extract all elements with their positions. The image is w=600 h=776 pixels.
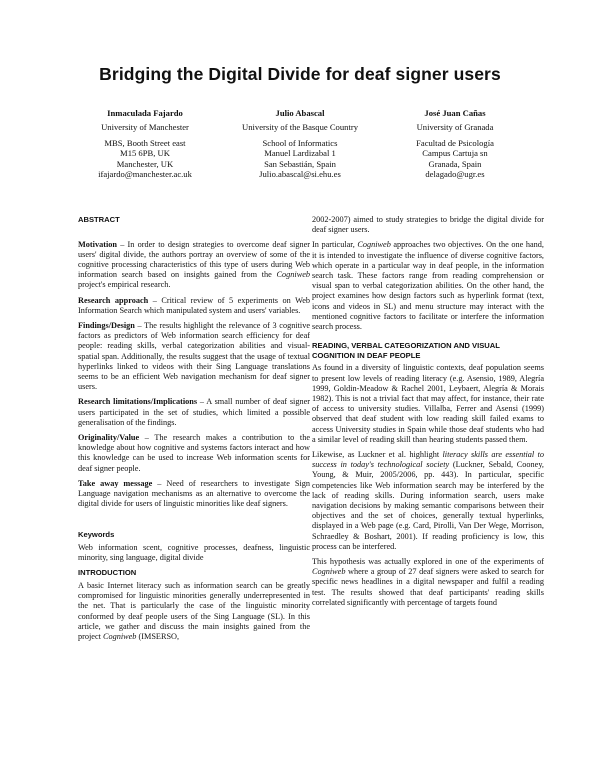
- author-2: [215, 108, 385, 179]
- keywords-text: Web information scent, cognitive processes, deafness, linguistic minority, sing language, digital divide: [78, 543, 310, 563]
- author-email: ifajardo@manchester.ac.uk: [98, 169, 192, 180]
- abstract-originality: [78, 433, 310, 474]
- author-address-line: Campus Cartuja sn: [422, 148, 488, 159]
- project-name: Cogniweb: [357, 240, 391, 250]
- introduction-paragraph: [78, 581, 310, 642]
- author-1: [60, 108, 230, 179]
- motivation-label: Motivation: [78, 239, 117, 249]
- takeaway-label: Take away message: [78, 478, 153, 488]
- author-address-line: San Sebastián, Spain: [264, 158, 336, 169]
- keywords-heading: Keywords: [78, 530, 115, 540]
- intro-continued: 2002-2007) aimed to study strategies to bridge the digital divide for deaf signer users.: [312, 215, 544, 235]
- author-address-line: MBS, Booth Street east: [104, 137, 186, 148]
- left-column: [78, 215, 310, 647]
- findings-label: Findings/Design: [78, 321, 135, 331]
- luckner-paragraph: [312, 450, 544, 552]
- introduction-heading: INTRODUCTION: [78, 568, 137, 578]
- author-3: [370, 108, 540, 179]
- paper-title: Bridging the Digital Divide for deaf signer users: [99, 64, 501, 84]
- intro-text-end: (IMSERSO,: [136, 632, 180, 642]
- hypothesis-text: This hypothesis was actually explored in one of the experiments of: [312, 557, 544, 567]
- author-address-line: Granada, Spain: [428, 158, 482, 169]
- author-email: delagado@ugr.es: [425, 169, 485, 180]
- author-address-line: School of Informatics: [262, 137, 338, 148]
- objectives-paragraph: [312, 240, 544, 332]
- hypothesis-paragraph: [312, 557, 544, 608]
- author-affiliation: University of Manchester: [101, 122, 189, 133]
- author-address-line: M15 6PB, UK: [120, 148, 170, 159]
- originality-label: Originality/Value: [78, 433, 140, 443]
- author-address-line: Facultad de Psicología: [416, 137, 494, 148]
- abstract-limitations: [78, 397, 310, 428]
- takeaway-text: – Need of researchers to investigate Sign Language navigation mechanisms as an alternative to overcome the digital divide for users of linguistic minorities like deaf signers.: [78, 478, 310, 509]
- objectives-text: In particular,: [312, 240, 358, 250]
- author-block: [60, 108, 540, 188]
- luckner-text-end: (Luckner, Sebald, Cooney, Young, & Muir, 2005/2006, pp. 443). In particular, specific competencies like Web information search may be interfered by the lack of reading skills. During information search, users make navigation decisions by making semantic comparisons between their objectives and the set of choices, generally textual hyperlinks, displayed in a Web page (e.g. Card, Pirolli, Van Der Wege, Morrison, Schraedley & Boshart, 2001). If reading proficiency is low, this process can be interfered.: [312, 460, 544, 551]
- quote-italic: literacy skills are essential to success in today's technological society: [312, 450, 544, 470]
- hypothesis-text-end: where a group of 27 deaf signers were asked to search for specific news headlines in a digital newspaper and fulfil a reading test. The results showed that deaf participants' reading skills correlated significantly with percentage of targets found: [312, 567, 544, 607]
- project-name: Cogniweb: [276, 270, 310, 280]
- abstract-heading: ABSTRACT: [78, 215, 120, 224]
- right-column: [312, 215, 544, 613]
- author-affiliation: University of Granada: [416, 122, 494, 133]
- abstract-approach: [78, 296, 310, 316]
- literacy-paragraph: As found in a diversity of linguistic contexts, deaf population seems to present low levels of reading literacy (e.g. Asensio, 1989, Alegría 1999, Goldin-Meadow & Rachel 2001, Leybaert, Alegría & Morais 1982). This is not a trivial fact that may affect, for instance, their rate of access to university studies. Villalba, Ferrer and Asensi (1999) observed that deaf student with low reading skill failed exams to access University studies in Spain while those deaf students who had a similar level of reading skill than hearing students passed them.: [312, 363, 544, 444]
- section-heading: READING, VERBAL CATEGORIZATION AND VISUAL COGNITION IN DEAF PEOPLE: [312, 341, 500, 360]
- abstract-findings: [78, 321, 310, 392]
- abstract-motivation: [78, 240, 310, 291]
- approach-label: Research approach: [78, 295, 149, 305]
- author-address-line: Manchester, UK: [116, 158, 174, 169]
- author-affiliation: University of the Basque Country: [242, 122, 358, 133]
- author-name: José Juan Cañas: [424, 108, 486, 118]
- findings-text: – The results highlight the relevance of 3 cognitive factors as predictors of Web information search efficiency for deaf people: reading skills, verbal categorization abilities and visual-spatial span. Additionally, the results suggest that the usage of textual hyperlinks linked to videos with their Sing Language translations seems to be an efficient Web navigation mechanism for deaf signer users.: [78, 321, 310, 392]
- objectives-text-end: approaches two objectives. On the one hand, it is intended to investigate the influence of diverse cognitive factors, which operate in a particular way in deaf people, in the information search task. These factors range from reading comprehension or visual span to verbal categorization abilities. On the other hand, the project examines how design factors such as hyperlink format (text, icons and videos in SL) and menu structure may interact with the mentioned cognitive factors to facilitate or interfere the information search process.: [312, 240, 544, 332]
- author-email: Julio.abascal@si.ehu.es: [259, 169, 341, 180]
- originality-text: – The research makes a contribution to the knowledge about how cognitive and systems factors interact and how this knowledge can be used to increase Web information scents for deaf signer people.: [78, 433, 310, 473]
- project-name: Cogniweb: [102, 632, 137, 642]
- author-name: Inmaculada Fajardo: [107, 108, 183, 118]
- abstract-takeaway: [78, 479, 310, 510]
- approach-text: – Critical review of 5 experiments on Web Information Search which manipulated system and users' variables.: [78, 295, 310, 315]
- author-name: Julio Abascal: [275, 108, 325, 118]
- motivation-text-end: project's empirical research.: [78, 280, 171, 290]
- project-name: Cogniweb: [312, 567, 346, 577]
- author-address-line: Manuel Lardizabal 1: [264, 148, 336, 159]
- luckner-text: Likewise, as Luckner et al. highlight: [312, 450, 443, 460]
- limitations-label: Research limitations/Implications: [78, 397, 198, 407]
- limitations-text: – A small number of deaf signer users participated in the set of studies, which limited a possible generalisation of the findings.: [78, 397, 310, 427]
- intro-text: A basic Internet literacy such as information search can be greatly compromised for linguistic minorities generally underrepresented in the net. That is particularly the case of the linguistic minority conformed by deaf people users of the Sing Language (SL). In this article, we gather and discuss the main insights gained from the project: [78, 581, 310, 642]
- motivation-text: – In order to design strategies to overcome deaf signer users' digital divide, the authors portray an overview of some of the cognitive processing characteristics of this type of users during Web information search based on insights gained from the: [78, 239, 310, 280]
